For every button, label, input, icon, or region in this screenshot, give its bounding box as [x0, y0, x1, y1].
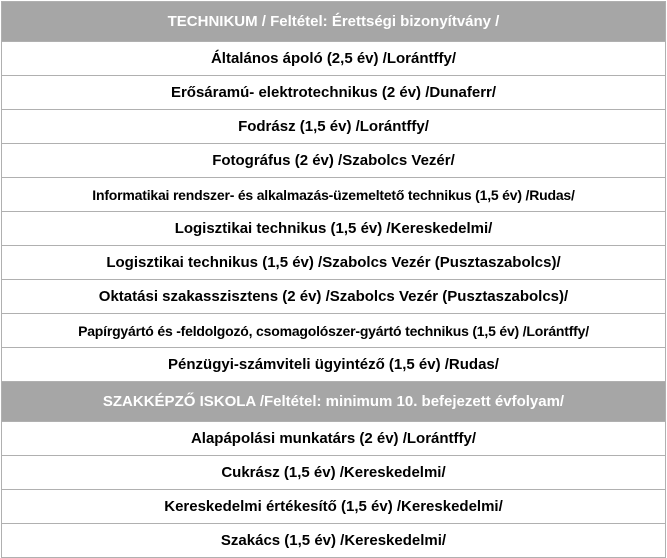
table-row	[2, 178, 666, 212]
course-cell: Pénzügyi-számviteli ügyintéző (1,5 év) /Rudas/	[2, 348, 666, 382]
table-row	[2, 280, 666, 314]
section-header-row	[2, 2, 666, 42]
table-row	[2, 212, 666, 246]
section-header-szakkepzo: SZAKKÉPZŐ ISKOLA /Feltétel: minimum 10. befejezett évfolyam/	[2, 382, 666, 422]
course-cell: Fotográfus (2 év) /Szabolcs Vezér/	[2, 144, 666, 178]
course-cell: Erősáramú- elektrotechnikus (2 év) /Dunaferr/	[2, 76, 666, 110]
course-cell: Logisztikai technikus (1,5 év) /Szabolcs Vezér (Pusztaszabolcs)/	[2, 246, 666, 280]
table-row	[2, 456, 666, 490]
course-cell: Fodrász (1,5 év) /Lorántffy/	[2, 110, 666, 144]
table-row	[2, 490, 666, 524]
course-cell: Szakács (1,5 év) /Kereskedelmi/	[2, 524, 666, 558]
section-header-row	[2, 382, 666, 422]
section-header-technikum: TECHNIKUM / Feltétel: Érettségi bizonyítvány /	[2, 2, 666, 42]
course-table	[1, 1, 666, 558]
table-row	[2, 110, 666, 144]
course-cell: Cukrász (1,5 év) /Kereskedelmi/	[2, 456, 666, 490]
table-row	[2, 76, 666, 110]
course-cell: Általános ápoló (2,5 év) /Lorántffy/	[2, 42, 666, 76]
table-row	[2, 348, 666, 382]
course-cell: Informatikai rendszer- és alkalmazás-üzemeltető technikus (1,5 év) /Rudas/	[2, 178, 666, 212]
table-row	[2, 246, 666, 280]
table-row	[2, 314, 666, 348]
course-cell: Oktatási szakasszisztens (2 év) /Szabolcs Vezér (Pusztaszabolcs)/	[2, 280, 666, 314]
course-cell: Logisztikai technikus (1,5 év) /Kereskedelmi/	[2, 212, 666, 246]
course-cell: Papírgyártó és -feldolgozó, csomagolószer-gyártó technikus (1,5 év) /Lorántffy/	[2, 314, 666, 348]
table-row	[2, 42, 666, 76]
course-cell: Kereskedelmi értékesítő (1,5 év) /Kereskedelmi/	[2, 490, 666, 524]
table-row	[2, 144, 666, 178]
course-cell: Alapápolási munkatárs (2 év) /Lorántffy/	[2, 422, 666, 456]
table-row	[2, 524, 666, 558]
table-row	[2, 422, 666, 456]
